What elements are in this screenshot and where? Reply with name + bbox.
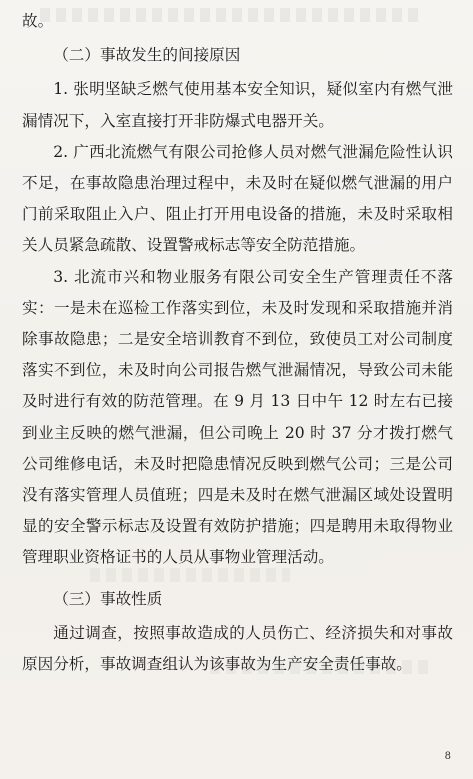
section-heading-indirect-causes: （二）事故发生的间接原因 [53,46,241,65]
paragraph-continuation: 故。 [22,12,54,30]
paragraph-accident-nature: 通过调查，按照事故造成的人员伤亡、经济损失和对事故原因分析，事故调查组认为该事故为生产安全责任事故。 [22,623,453,674]
paragraph-cause-2: 2. 广西北流燃气有限公司抢修人员对燃气泄漏危险性认识不足，在事故隐患治理过程中，未及时在疑似燃气泄漏的用户门前采取阻止入户、阻止打开用电设备的措施，未及时采取相关人员紧急疏散、设置警戒标志等安全防范措施。 [22,142,453,255]
paragraph-cause-3: 3. 北流市兴和物业服务有限公司安全生产管理责任不落实：一是未在巡检工作落实到位，未及时发现和采取措施并消除事故隐患；二是安全培训教育不到位，致使员工对公司制度落实不到位，未及时向公司报告燃气泄漏情况，导致公司未能及时进行有效的防范管理。在 9 月 13 日中午 12 时左右已接到业主反映的燃气泄漏，但公司晚上 20 时 37 分才拨打燃气公司维修电话，未及时把隐患情况反映到燃气公司；三是公司没有落实管理人员值班；四是未及时在燃气泄漏区域处设置明显的安全警示标志及设置有效防护措施；四是聘用未取得物业管理职业资格证书的人员从事物业管理活动。 [22,267,453,567]
page-number: 8 [444,751,451,762]
show-through-text [90,568,290,582]
show-through-text [40,8,420,22]
section-heading-accident-nature: （三）事故性质 [53,589,163,608]
paragraph-cause-1: 1. 张明坚缺乏燃气使用基本安全知识，疑似室内有燃气泄漏情况下，入室直接打开非防爆式电器开关。 [22,80,453,130]
show-through-text [210,660,430,674]
